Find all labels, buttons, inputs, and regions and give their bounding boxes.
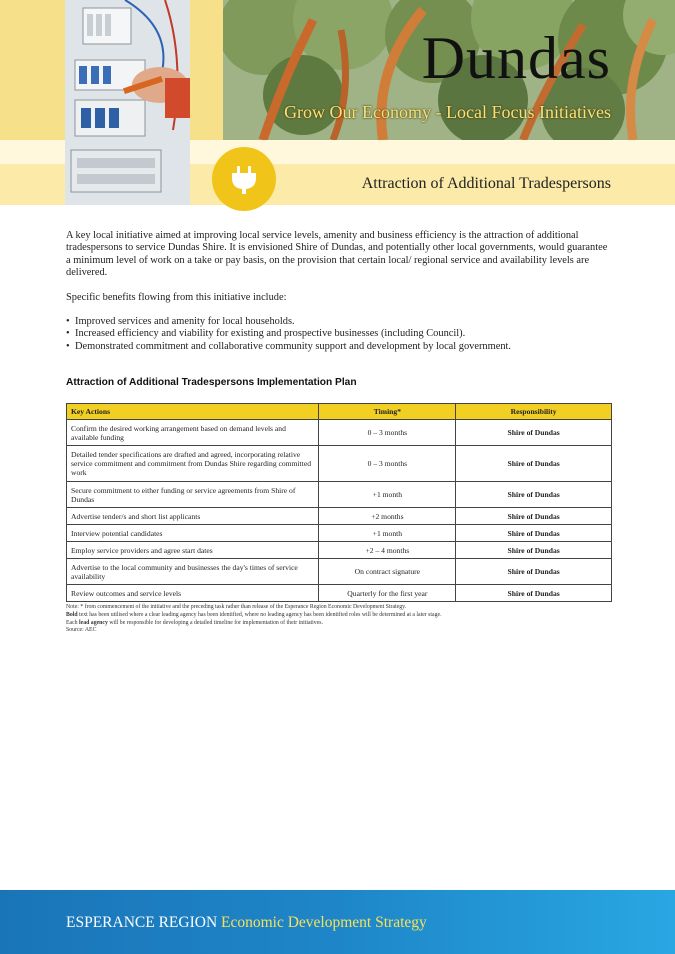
list-item: • Increased efficiency and viability for existing and prospective businesses (including Council). bbox=[66, 328, 611, 340]
responsibility-cell: Shire of Dundas bbox=[456, 542, 612, 559]
page-subtitle: Grow Our Economy - Local Focus Initiatives bbox=[284, 102, 611, 122]
responsibility-cell: Shire of Dundas bbox=[456, 420, 612, 446]
list-item: • Demonstrated commitment and collaborative community support and development by local government. bbox=[66, 341, 611, 353]
timing-cell: +1 month bbox=[319, 525, 456, 542]
responsibility-cell: Shire of Dundas bbox=[456, 508, 612, 525]
table-row bbox=[67, 508, 612, 525]
action-cell: Review outcomes and service levels bbox=[67, 585, 319, 602]
intro-content bbox=[66, 230, 611, 365]
table-notes bbox=[66, 604, 611, 635]
timing-cell: 0 – 3 months bbox=[319, 446, 456, 482]
footer-banner bbox=[0, 890, 675, 954]
list-item: • Improved services and amenity for local households. bbox=[66, 316, 611, 328]
footer-strategy: Economic Development Strategy bbox=[221, 914, 427, 931]
table-row bbox=[67, 542, 612, 559]
timing-cell: Quarterly for the first year bbox=[319, 585, 456, 602]
responsibility-cell: Shire of Dundas bbox=[456, 446, 612, 482]
footer-title bbox=[66, 914, 427, 932]
note-lead-text: will be responsible for developing a detailed timeline for implementation of their initiatives. bbox=[107, 619, 323, 626]
timing-cell: On contract signature bbox=[319, 559, 456, 585]
column-header-responsibility: Responsibility bbox=[456, 404, 612, 420]
page-title: Dundas bbox=[421, 25, 611, 91]
table-row bbox=[67, 559, 612, 585]
action-cell: Interview potential candidates bbox=[67, 525, 319, 542]
note-source: Source: AEC bbox=[66, 627, 97, 634]
note-bold bbox=[66, 612, 611, 620]
table-row bbox=[67, 420, 612, 446]
plan-heading: Attraction of Additional Tradespersons Implementation Plan bbox=[66, 377, 357, 388]
note-lead-agency bbox=[66, 620, 611, 628]
timing-cell: +2 months bbox=[319, 508, 456, 525]
action-cell: Confirm the desired working arrangement based on demand levels and available funding bbox=[67, 420, 319, 446]
action-cell: Secure commitment to either funding or service agreements from Shire of Dundas bbox=[67, 482, 319, 508]
action-cell: Employ service providers and agree start dates bbox=[67, 542, 319, 559]
table-row bbox=[67, 446, 612, 482]
implementation-table bbox=[66, 403, 612, 602]
responsibility-cell: Shire of Dundas bbox=[456, 585, 612, 602]
action-cell: Advertise to the local community and businesses the day's times of service availability bbox=[67, 559, 319, 585]
responsibility-cell: Shire of Dundas bbox=[456, 559, 612, 585]
table-row bbox=[67, 585, 612, 602]
intro-paragraph: A key local initiative aimed at improving local service levels, amenity and business efficiency is the attraction of additional tradespersons to service Dundas Shire. It is envisioned Shire of Dundas, and potentially other local governments, would guarantee a minimum level of work on a take or pay basis, on the provision that certain local/ regional service and availability levels are delivered. bbox=[66, 230, 608, 279]
column-header-timing: Timing* bbox=[319, 404, 456, 420]
note-timing: Note: * from commencement of the initiative and the preceding task rather than release of the Esperance Region Economic Development Strategy. bbox=[66, 604, 407, 610]
timing-cell: +1 month bbox=[319, 482, 456, 508]
benefits-lead: Specific benefits flowing from this initiative include: bbox=[66, 291, 287, 303]
header-accent-left bbox=[0, 0, 65, 140]
header-accent-mid bbox=[190, 0, 223, 140]
table-row bbox=[67, 525, 612, 542]
plug-icon bbox=[212, 147, 276, 211]
action-cell: Detailed tender specifications are drafted and agreed, incorporating relative service commitment and commitment from Dundas Shire regarding committed work bbox=[67, 446, 319, 482]
responsibility-cell: Shire of Dundas bbox=[456, 525, 612, 542]
electrician-photo bbox=[65, 0, 190, 205]
table-row bbox=[67, 482, 612, 508]
section-title: Attraction of Additional Tradespersons bbox=[361, 175, 611, 192]
note-lead-pre: Each bbox=[66, 619, 80, 626]
timing-cell: 0 – 3 months bbox=[319, 420, 456, 446]
note-bold-text: text has been utilised where a clear leading agency has been identified, where no leading agency has been identified roles will be determined at a later stage. bbox=[77, 611, 442, 618]
responsibility-cell: Shire of Dundas bbox=[456, 482, 612, 508]
note-lead-word: lead agency bbox=[79, 619, 108, 626]
timing-cell: +2 – 4 months bbox=[319, 542, 456, 559]
benefits-list bbox=[66, 316, 611, 353]
note-bold-word: Bold bbox=[66, 611, 78, 618]
table-header-row bbox=[67, 404, 612, 420]
footer-region: ESPERANCE REGION bbox=[66, 914, 218, 931]
action-cell: Advertise tender/s and short list applicants bbox=[67, 508, 319, 525]
column-header-key-actions: Key Actions bbox=[67, 404, 319, 420]
